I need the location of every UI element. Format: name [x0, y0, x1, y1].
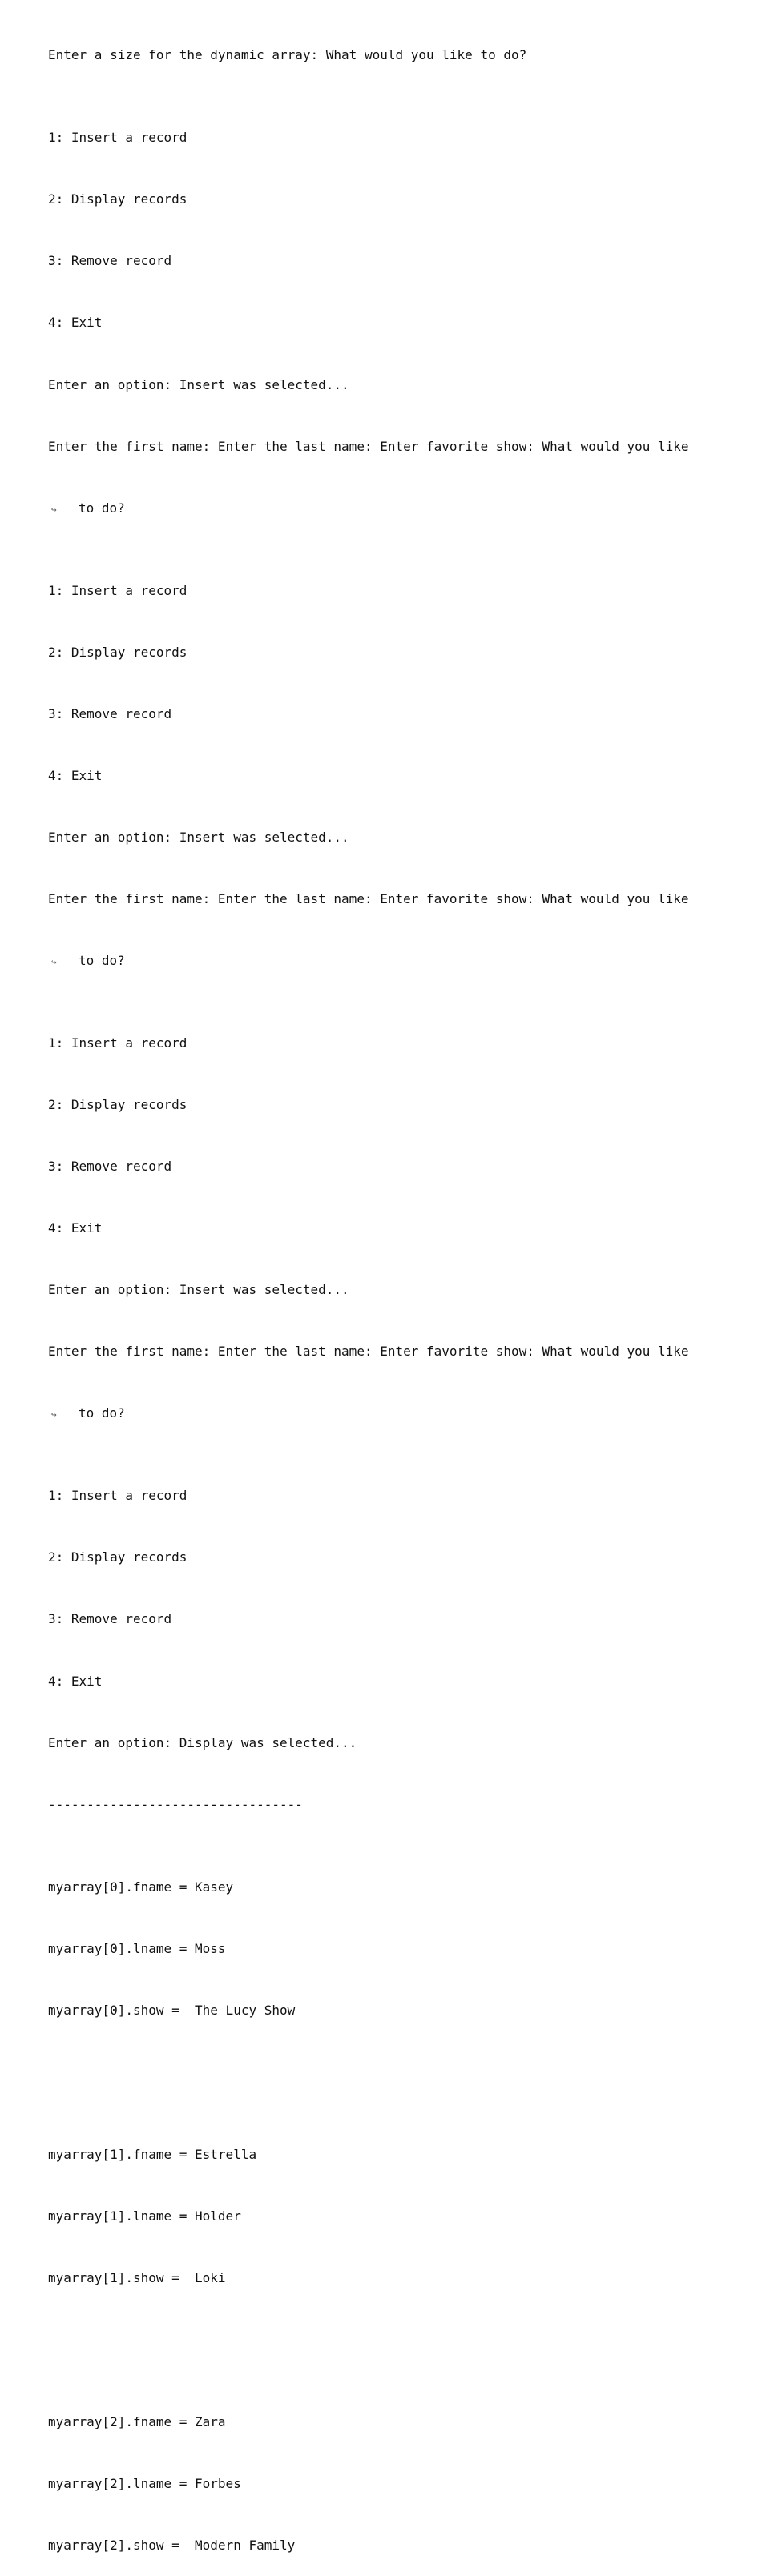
menu-item-exit: 4: Exit	[48, 1673, 103, 1689]
size-prompt-line: Enter a size for the dynamic array: What would you like to do?	[48, 47, 527, 63]
blank-line	[48, 2062, 753, 2083]
continuation-text: to do?	[79, 953, 125, 969]
insert-selected-line: Enter an option: Insert was selected...	[48, 829, 349, 845]
record-1-lname: myarray[1].lname = Holder	[48, 2208, 241, 2224]
continuation-text: to do?	[79, 1405, 125, 1421]
line-wrap-icon: ↪	[51, 504, 57, 515]
menu-item-display: 2: Display records	[48, 191, 187, 207]
record-2-show: myarray[2].show = Modern Family	[48, 2537, 296, 2553]
menu-item-remove: 3: Remove record	[48, 705, 172, 721]
menu-item-display: 2: Display records	[48, 1097, 187, 1113]
record-0-show: myarray[0].show = The Lucy Show	[48, 2002, 296, 2018]
record-2-lname: myarray[2].lname = Forbes	[48, 2475, 241, 2491]
menu-item-exit: 4: Exit	[48, 767, 103, 783]
record-1-show: myarray[1].show = Loki	[48, 2269, 226, 2285]
menu-item-remove: 3: Remove record	[48, 253, 172, 269]
menu-item-display: 2: Display records	[48, 644, 187, 660]
line-wrap-icon: ↪	[51, 1409, 57, 1421]
name-prompts-line: Enter the first name: Enter the last name: Enter favorite show: What would you like	[48, 891, 689, 907]
separator-line: ---------------------------------	[48, 1796, 303, 1812]
blank-line	[48, 2329, 753, 2350]
menu-item-remove: 3: Remove record	[48, 1159, 172, 1175]
menu-item-exit: 4: Exit	[48, 1220, 103, 1236]
menu-item-insert: 1: Insert a record	[48, 130, 187, 146]
menu-item-remove: 3: Remove record	[48, 1611, 172, 1627]
terminal-output	[48, 4, 753, 2576]
continuation-line	[48, 950, 753, 971]
menu-item-display: 2: Display records	[48, 1549, 187, 1565]
display-selected-line: Enter an option: Display was selected...	[48, 1734, 357, 1750]
continuation-line	[48, 1403, 753, 1424]
name-prompts-line: Enter the first name: Enter the last name: Enter favorite show: What would you like	[48, 1344, 689, 1360]
line-wrap-icon: ↪	[51, 957, 57, 968]
name-prompts-line: Enter the first name: Enter the last name: Enter favorite show: What would you like	[48, 438, 689, 454]
menu-item-insert: 1: Insert a record	[48, 582, 187, 598]
menu-item-insert: 1: Insert a record	[48, 1035, 187, 1051]
continuation-line	[48, 498, 753, 519]
record-2-fname: myarray[2].fname = Zara	[48, 2413, 226, 2429]
record-0-lname: myarray[0].lname = Moss	[48, 1940, 226, 1956]
insert-selected-line: Enter an option: Insert was selected...	[48, 1282, 349, 1298]
record-1-fname: myarray[1].fname = Estrella	[48, 2146, 257, 2162]
record-0-fname: myarray[0].fname = Kasey	[48, 1879, 234, 1895]
insert-selected-line: Enter an option: Insert was selected...	[48, 376, 349, 392]
menu-item-exit: 4: Exit	[48, 315, 103, 331]
continuation-text: to do?	[79, 500, 125, 516]
menu-item-insert: 1: Insert a record	[48, 1488, 187, 1504]
